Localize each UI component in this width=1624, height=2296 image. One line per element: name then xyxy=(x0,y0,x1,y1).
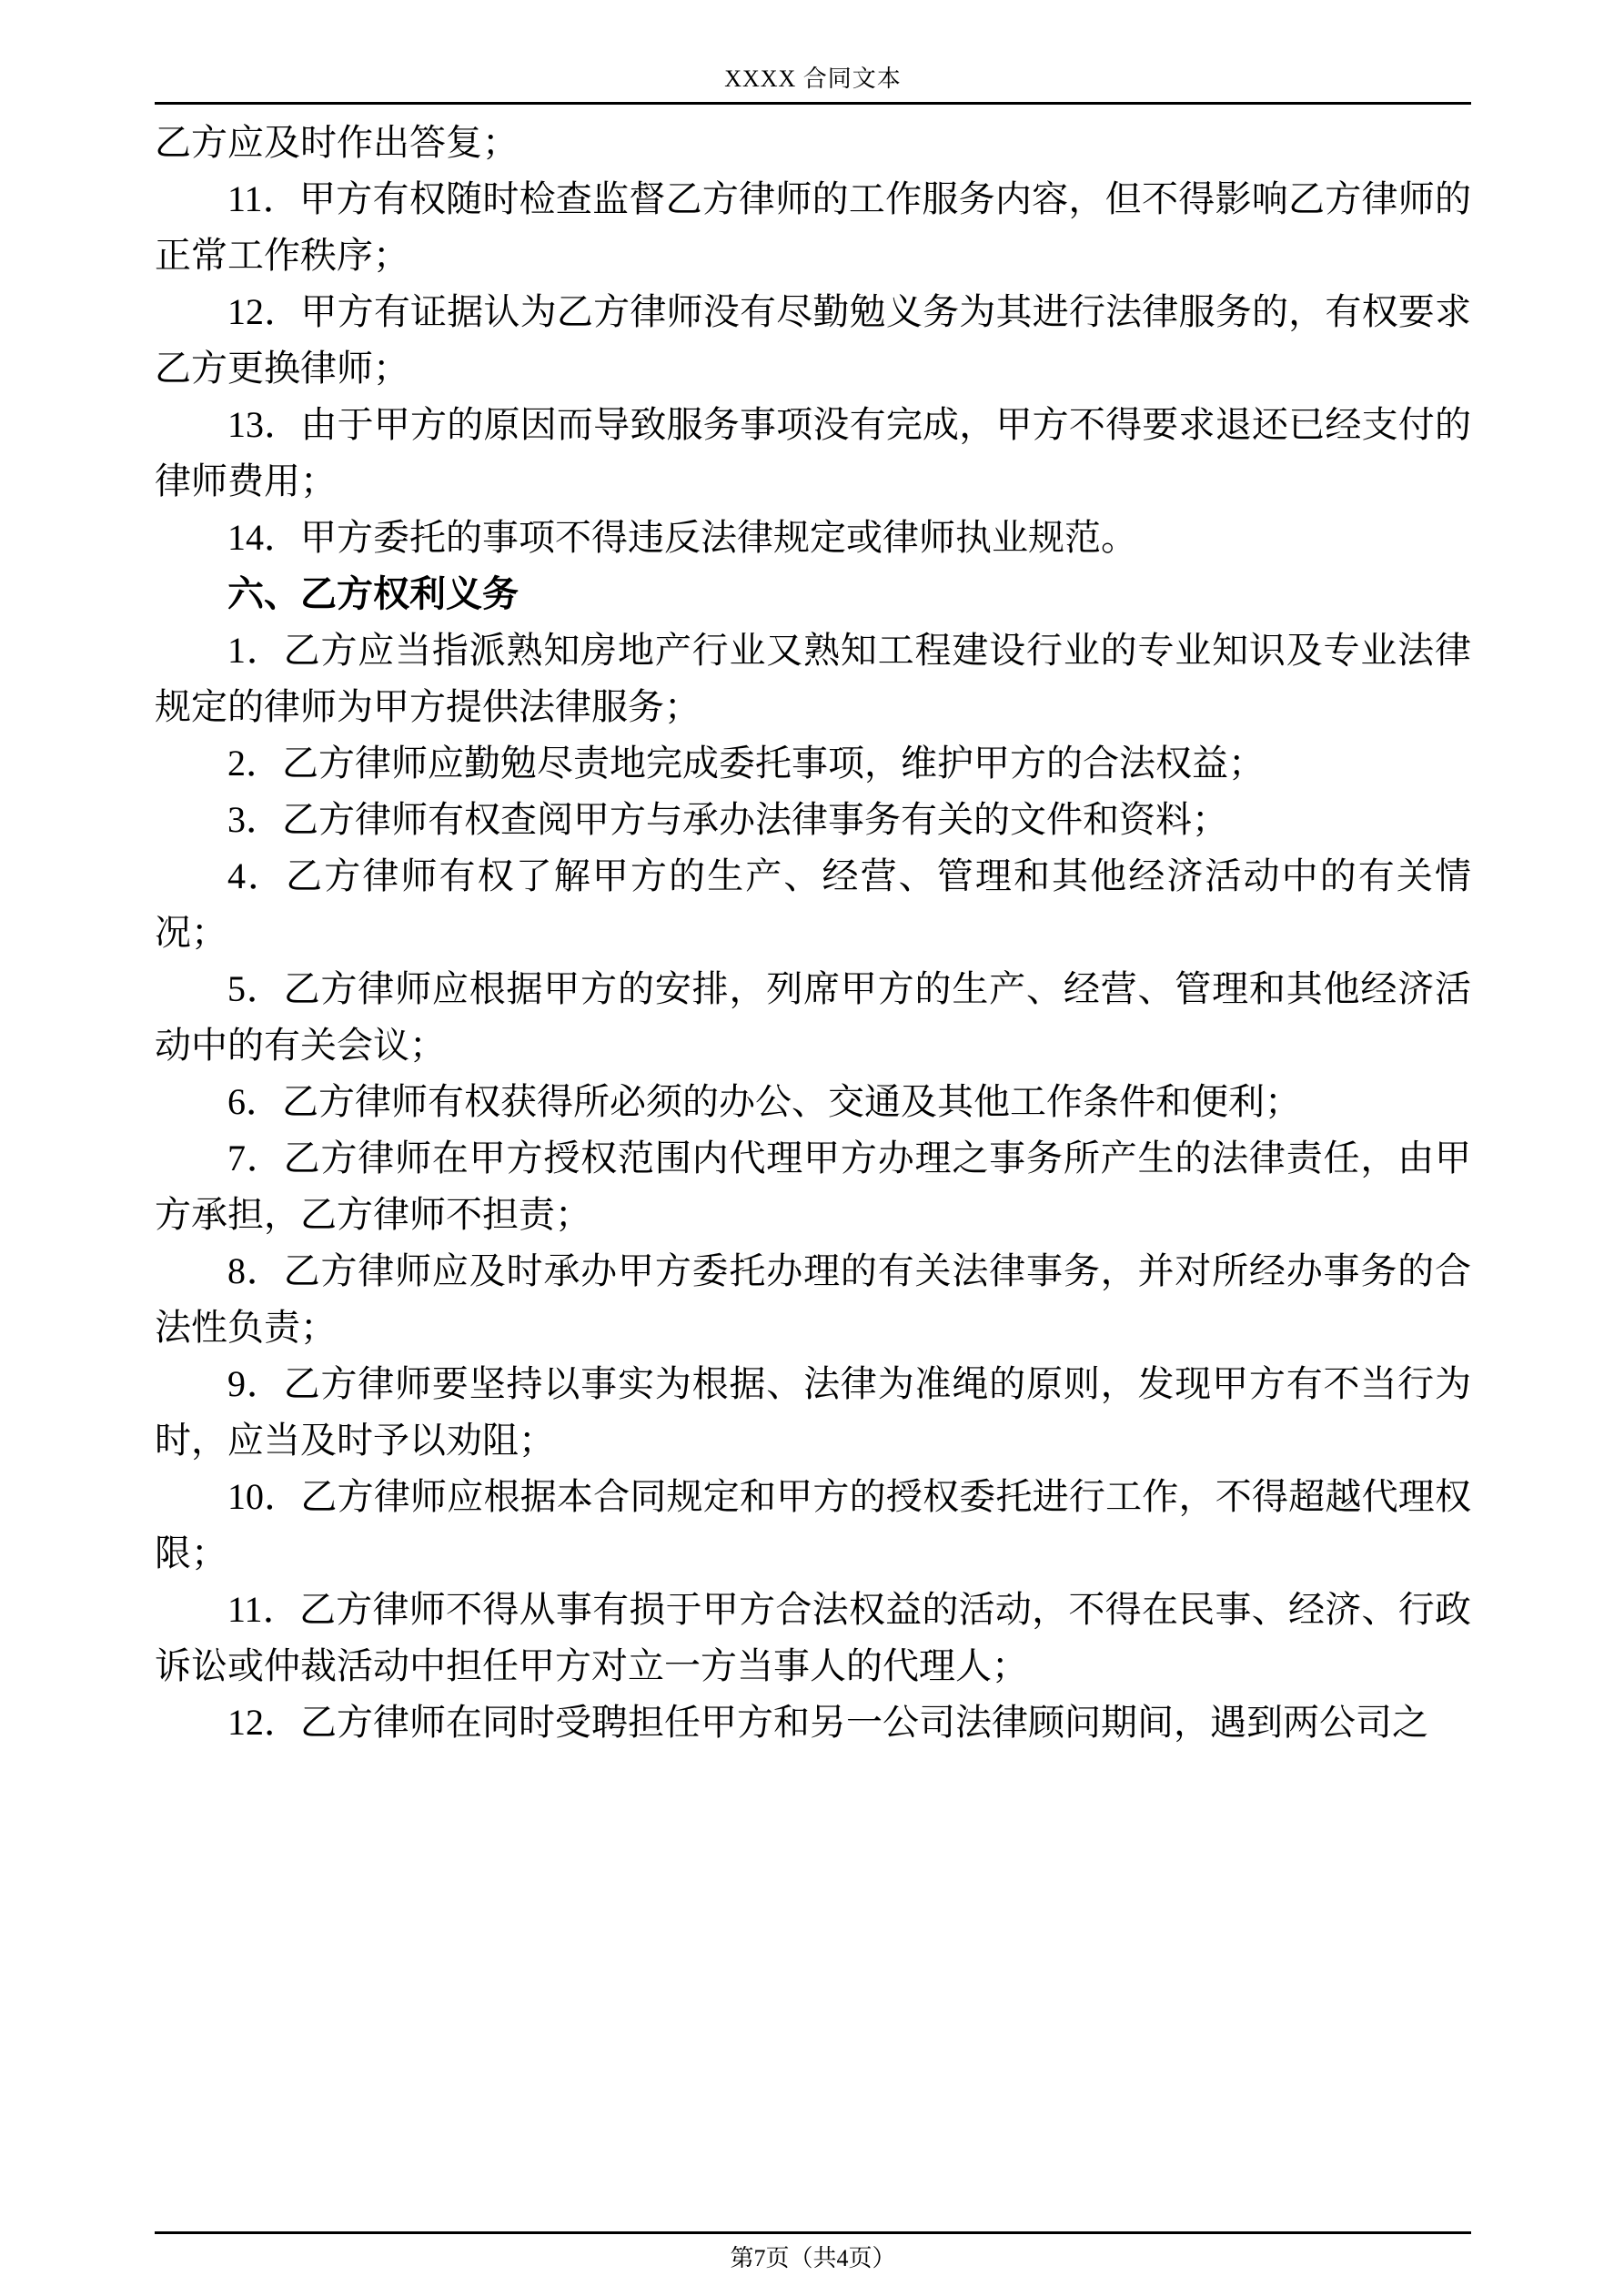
section-heading: 六、乙方权利义务 xyxy=(227,574,519,614)
clause-paragraph: 12．乙方律师在同时受聘担任甲方和另一公司法律顾问期间，遇到两公司之 xyxy=(227,1702,1428,1743)
clause-paragraph: 2．乙方律师应勤勉尽责地完成委托事项，维护甲方的合法权益； xyxy=(227,743,1265,784)
clause-paragraph: 12．甲方有证据认为乙方律师没有尽勤勉义务为其进行法律服务的，有权要求乙方更换律师； xyxy=(155,291,1471,389)
header-rule xyxy=(155,102,1471,105)
clause-paragraph: 10．乙方律师应根据本合同规定和甲方的授权委托进行工作，不得超越代理权限； xyxy=(155,1476,1471,1573)
clause-paragraph: 3．乙方律师有权查阅甲方与承办法律事务有关的文件和资料； xyxy=(227,799,1228,840)
clause-paragraph: 14．甲方委托的事项不得违反法律规定或律师执业规范。 xyxy=(227,517,1137,558)
header-title: XXXX 合同文本 xyxy=(724,66,902,92)
clause-paragraph: 13．由于甲方的原因而导致服务事项没有完成，甲方不得要求退还已经支付的律师费用； xyxy=(155,404,1471,501)
clause-paragraph: 4．乙方律师有权了解甲方的生产、经营、管理和其他经济活动中的有关情况； xyxy=(155,855,1471,953)
continued-paragraph: 乙方应及时作出答复； xyxy=(155,122,519,163)
clause-paragraph: 9．乙方律师要坚持以事实为根据、法律为准绳的原则，发现甲方有不当行为时，应当及时予以劝阻； xyxy=(155,1363,1471,1461)
clause-paragraph: 11．甲方有权随时检查监督乙方律师的工作服务内容，但不得影响乙方律师的正常工作秩序； xyxy=(155,178,1471,276)
clause-paragraph: 1．乙方应当指派熟知房地产行业又熟知工程建设行业的专业知识及专业法律规定的律师为甲方提供法律服务； xyxy=(155,630,1471,727)
clause-paragraph: 8．乙方律师应及时承办甲方委托办理的有关法律事务，并对所经办事务的合法性负责； xyxy=(155,1250,1471,1348)
page-footer xyxy=(155,2231,1471,2271)
clause-paragraph: 5．乙方律师应根据甲方的安排，列席甲方的生产、经营、管理和其他经济活动中的有关会议； xyxy=(155,968,1471,1066)
page-number: 第7页（共4页） xyxy=(730,2245,896,2271)
clause-paragraph: 11．乙方律师不得从事有损于甲方合法权益的活动，不得在民事、经济、行政诉讼或仲裁活动中担任甲方对立一方当事人的代理人； xyxy=(155,1589,1471,1686)
page-header xyxy=(155,0,1471,105)
clause-paragraph: 6．乙方律师有权获得所必须的办公、交通及其他工作条件和便利； xyxy=(227,1081,1301,1122)
document-body xyxy=(155,115,1471,1751)
clause-paragraph: 7．乙方律师在甲方授权范围内代理甲方办理之事务所产生的法律责任，由甲方承担，乙方律师不担责； xyxy=(155,1138,1471,1235)
